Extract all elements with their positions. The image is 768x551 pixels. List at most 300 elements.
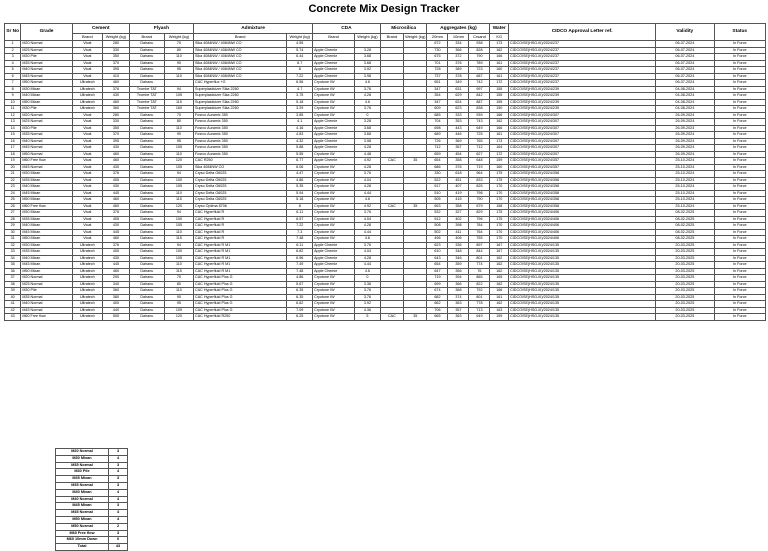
table-cell: 29: [5, 223, 21, 230]
table-cell: Dahanu: [129, 80, 164, 87]
summary-grade: M50 Normal: [56, 523, 109, 530]
header-grade: Grade: [21, 24, 72, 41]
table-cell: 330: [103, 119, 130, 126]
table-cell: 712: [469, 145, 490, 152]
table-cell: M45 Normal: [21, 145, 72, 152]
table-cell: CIDCO/SE(HSG-III)/2024/135: [509, 262, 656, 269]
table-cell: CIDCO/SE(HSG-III)/2024/406: [509, 210, 656, 217]
table-cell: 25-10-2024: [656, 164, 714, 171]
table-cell: 415: [448, 197, 469, 204]
table-cell: 665: [427, 314, 448, 321]
table-cell: Dahanu: [129, 223, 164, 230]
table-cell: 5: [5, 67, 21, 74]
table-cell: Dahanu: [129, 145, 164, 152]
table-cell: 115: [164, 99, 193, 106]
table-cell: 784: [469, 223, 490, 230]
table-cell: 7: [5, 80, 21, 87]
table-cell: 374: [448, 294, 469, 301]
table-cell: 372: [448, 54, 469, 61]
table-cell: M25 Normal: [21, 281, 72, 288]
table-cell: 94: [164, 171, 193, 178]
summary-row: [56, 489, 128, 496]
subheader-cda-weight: Weight (kg): [355, 34, 381, 41]
table-cell: CAC Hyperfluid Plus G: [194, 307, 287, 314]
table-cell: 376: [448, 164, 469, 171]
table-cell: 822: [469, 281, 490, 288]
table-cell: 610: [427, 249, 448, 256]
table-cell: 94: [164, 242, 193, 249]
table-cell: 522: [427, 177, 448, 184]
table-cell: In Force: [714, 236, 766, 243]
table-cell: 160: [490, 67, 509, 74]
summary-row: [56, 476, 128, 483]
table-cell: Dahanu: [129, 307, 164, 314]
table-cell: 120: [164, 158, 193, 165]
table-cell: In Force: [714, 41, 766, 48]
table-cell: Vicat: [72, 229, 102, 236]
header-cement: Cement: [72, 24, 129, 34]
table-cell: CAC Hyperflux +G: [194, 80, 287, 87]
table-cell: 6.57: [287, 216, 313, 223]
table-cell: Cryotone IW: [313, 229, 355, 236]
table-cell: 363: [448, 301, 469, 308]
table-cell: Vicat: [72, 223, 102, 230]
table-cell: Ultratech: [72, 288, 102, 295]
table-cell: Dahanu: [129, 236, 164, 243]
table-cell: Superplasticizer Sika 2260: [194, 106, 287, 113]
table-cell: 430: [103, 255, 130, 262]
table-cell: Cryotone IW: [313, 294, 355, 301]
summary-grade: M60 10mm Down: [56, 537, 109, 544]
table-cell: M50 Mixan: [21, 99, 72, 106]
table-cell: 405: [103, 177, 130, 184]
table-cell: 430: [103, 184, 130, 191]
subheader-flyash-brand: Brand: [129, 34, 164, 41]
table-cell: 95: [164, 67, 193, 74]
table-cell: 162: [490, 47, 509, 54]
summary-count: 4: [109, 469, 128, 476]
table-cell: 6.35: [287, 294, 313, 301]
table-cell: 346: [448, 255, 469, 262]
table-cell: In Force: [714, 197, 766, 204]
table-cell: Dahanu: [129, 281, 164, 288]
table-cell: 505: [103, 314, 130, 321]
table-cell: 06-07-2024: [656, 41, 714, 48]
table-cell: 3.76: [355, 294, 381, 301]
table-cell: Cryso Optima 8706: [194, 203, 287, 210]
table-cell: Dahanu: [129, 203, 164, 210]
table-cell: 336: [448, 242, 469, 249]
table-cell: 623: [427, 242, 448, 249]
subheader-20mm: 20mm: [427, 34, 448, 41]
table-cell: In Force: [714, 223, 766, 230]
table-cell: CIDCO/SE(HSG-III)/2024/358: [509, 184, 656, 191]
table-cell: 3.92: [355, 301, 381, 308]
table-cell: 699: [427, 281, 448, 288]
table-cell: Cryotone IW: [313, 99, 355, 106]
table-cell: M40 Mixan: [21, 223, 72, 230]
table-cell: 4.44: [355, 190, 381, 197]
table-cell: CIDCO/SE(HSG-III)/2024/135: [509, 242, 656, 249]
table-cell: 30: [5, 229, 21, 236]
table-cell: 08-02-2025: [656, 210, 714, 217]
table-cell: CAC Hyperfluid R M1: [194, 249, 287, 256]
table-cell: 161: [490, 132, 509, 139]
table-cell: In Force: [714, 190, 766, 197]
table-cell: CAC Hyperfluid Plus G: [194, 301, 287, 308]
table-cell: Dahanu: [129, 275, 164, 282]
table-cell: 686: [427, 164, 448, 171]
summary-grade: M45 Normal: [56, 510, 109, 517]
table-cell: 349: [448, 80, 469, 87]
table-cell: 3.76: [355, 171, 381, 178]
table-cell: 460: [103, 80, 130, 87]
table-cell: CIDCO/SE(HSG-III)/2024/237: [509, 80, 656, 87]
table-cell: 06-07-2024: [656, 54, 714, 61]
header-approval-letter: CIDCO Approval Letter ref.: [509, 24, 656, 41]
page-title: Concrete Mix Design Tracker: [308, 3, 460, 15]
table-cell: 7.3: [287, 229, 313, 236]
table-cell: 04-08-2024: [656, 93, 714, 100]
table-cell: CIDCO/SE(HSG-III)/2024/307: [509, 151, 656, 158]
table-cell: 4.44: [355, 229, 381, 236]
table-cell: Trombe TAT: [129, 106, 164, 113]
table-cell: 6.56: [287, 80, 313, 87]
table-cell: 170: [490, 197, 509, 204]
table-cell: 20-03-2025: [656, 281, 714, 288]
table-cell: 08-02-2025: [656, 229, 714, 236]
summary-count: 3: [109, 503, 128, 510]
header-water: Water: [490, 24, 509, 34]
table-cell: 649: [469, 314, 490, 321]
table-cell: 347: [427, 99, 448, 106]
table-cell: Vicat: [72, 216, 102, 223]
table-cell: CIDCO/SE(HSG-III)/2024/406: [509, 216, 656, 223]
table-cell: CIDCO/SE(HSG-III)/2024/135: [509, 301, 656, 308]
table-cell: 35: [404, 314, 427, 321]
table-cell: 06-07-2024: [656, 73, 714, 80]
table-cell: 14: [5, 125, 21, 132]
table-cell: 90: [164, 132, 193, 139]
table-cell: Vicat: [72, 132, 102, 139]
table-cell: CAC Hyperfluid R M1: [194, 268, 287, 275]
table-cell: 7.48: [287, 236, 313, 243]
table-cell: Cryotone IW: [313, 236, 355, 243]
table-cell: M40 Mixan: [21, 93, 72, 100]
table-cell: Cryotone IW: [313, 184, 355, 191]
table-cell: 755: [469, 236, 490, 243]
summary-grade: M40 Normal: [56, 496, 109, 503]
table-cell: 4.1: [287, 119, 313, 126]
summary-grade: Total: [56, 544, 109, 551]
table-cell: 7.48: [287, 268, 313, 275]
table-cell: In Force: [714, 60, 766, 67]
table-cell: 170: [490, 229, 509, 236]
table-cell: 40: [5, 294, 21, 301]
table-cell: 94: [164, 86, 193, 93]
table-cell: Cryotone IW: [313, 106, 355, 113]
table-cell: 4.36: [355, 307, 381, 314]
table-cell: 3.76: [355, 242, 381, 249]
table-cell: 801: [469, 255, 490, 262]
table-row: [5, 314, 766, 321]
table-cell: M25 Normal: [21, 47, 72, 54]
table-cell: 713: [469, 307, 490, 314]
table-cell: Dahanu: [129, 67, 164, 74]
table-cell: 460: [103, 197, 130, 204]
table-cell: 159: [490, 158, 509, 165]
table-cell: 20-03-2025: [656, 301, 714, 308]
table-cell: CIDCO/SE(HSG-III)/2024/358: [509, 203, 656, 210]
table-cell: In Force: [714, 184, 766, 191]
table-cell: CAC: [380, 203, 403, 210]
table-cell: 5.18: [287, 99, 313, 106]
table-cell: 376: [103, 242, 130, 249]
table-cell: CIDCO/SE(HSG-III)/2024/135: [509, 294, 656, 301]
table-cell: 18: [5, 151, 21, 158]
table-cell: 31: [5, 236, 21, 243]
table-cell: 162: [490, 301, 509, 308]
table-cell: CAC Hyperfluid R M1: [194, 262, 287, 269]
table-cell: 165: [490, 275, 509, 282]
table-cell: Trombe TAT: [129, 99, 164, 106]
table-cell: 0: [355, 275, 381, 282]
table-cell: 430: [103, 93, 130, 100]
table-cell: M40 Mixan: [21, 255, 72, 262]
table-cell: 110: [164, 288, 193, 295]
table-cell: 4.28: [355, 223, 381, 230]
table-cell: 3.76: [355, 106, 381, 113]
table-cell: Dahanu: [129, 216, 164, 223]
table-cell: 440: [103, 307, 130, 314]
subheader-cement-weight: Weight (kg): [103, 34, 130, 41]
table-cell: In Force: [714, 288, 766, 295]
table-cell: 6.77: [287, 158, 313, 165]
table-cell: CAC Hyperfluid R: [194, 229, 287, 236]
table-cell: 358: [448, 158, 469, 165]
table-cell: 407: [448, 184, 469, 191]
summary-count: 4: [109, 489, 128, 496]
table-cell: Ultratech: [72, 301, 102, 308]
table-cell: 162: [490, 255, 509, 262]
table-cell: In Force: [714, 132, 766, 139]
table-cell: 443: [448, 125, 469, 132]
table-cell: Vicat: [72, 145, 102, 152]
table-cell: Vicat: [72, 158, 102, 165]
summary-grade: M30 Mixan: [56, 455, 109, 462]
table-cell: 354: [427, 93, 448, 100]
table-cell: Vicat: [72, 54, 102, 61]
table-cell: 160: [490, 164, 509, 171]
table-cell: Dahanu: [129, 190, 164, 197]
table-cell: Dahanu: [129, 184, 164, 191]
table-cell: 6.96: [287, 255, 313, 262]
table-cell: CIDCO/SE(HSG-III)/2024/237: [509, 73, 656, 80]
table-cell: 627: [469, 151, 490, 158]
table-cell: CIDCO/SE(HSG-III)/2024/237: [509, 60, 656, 67]
table-cell: 26: [5, 203, 21, 210]
table-cell: 378: [448, 73, 469, 80]
table-cell: 737: [427, 73, 448, 80]
table-cell: CIDCO/SE(HSG-III)/2024/307: [509, 132, 656, 139]
table-cell: 454: [448, 151, 469, 158]
table-cell: 508: [427, 223, 448, 230]
table-cell: 842: [469, 93, 490, 100]
table-cell: Cryotone IW: [313, 314, 355, 321]
table-cell: 37: [5, 275, 21, 282]
table-cell: 105: [164, 223, 193, 230]
table-cell: 728: [427, 67, 448, 74]
table-cell: Dahanu: [129, 132, 164, 139]
table-cell: 155: [490, 86, 509, 93]
table-cell: 120: [164, 203, 193, 210]
table-cell: 4.28: [355, 184, 381, 191]
table-cell: 662: [427, 301, 448, 308]
table-cell: 394: [448, 275, 469, 282]
table-cell: Dahanu: [129, 177, 164, 184]
table-cell: 94: [164, 210, 193, 217]
summary-row: [56, 462, 128, 469]
summary-count: 43: [109, 544, 128, 551]
table-cell: 4.32: [287, 138, 313, 145]
table-cell: CAC: [380, 158, 403, 165]
table-cell: In Force: [714, 268, 766, 275]
table-cell: 161: [490, 73, 509, 80]
table-cell: CIDCO/SE(HSG-III)/2024/135: [509, 281, 656, 288]
table-cell: Ultratech: [72, 307, 102, 314]
table-cell: 04-08-2024: [656, 99, 714, 106]
table-cell: Superplasticizer Sika 2260: [194, 99, 287, 106]
table-cell: Trombe TAT: [129, 93, 164, 100]
table-cell: 445: [103, 229, 130, 236]
table-cell: Apple Chemie: [313, 138, 355, 145]
table-cell: Cryotone IW: [313, 197, 355, 204]
header-validity: Validity: [656, 24, 714, 41]
table-cell: Vicat: [72, 210, 102, 217]
table-cell: 405: [103, 249, 130, 256]
table-cell: In Force: [714, 177, 766, 184]
table-cell: 6.62: [287, 301, 313, 308]
table-cell: CAC Hyperfluid R: [194, 223, 287, 230]
table-cell: Apple Chemie: [313, 268, 355, 275]
grade-summary-rows: [56, 449, 128, 551]
table-cell: Apple Chemie: [313, 60, 355, 67]
table-cell: 4.6: [355, 80, 381, 87]
table-cell: 395: [103, 67, 130, 74]
table-cell: 27: [5, 210, 21, 217]
table-cell: 8: [287, 203, 313, 210]
table-cell: Ultratech: [72, 93, 102, 100]
table-cell: M20 Normal: [21, 112, 72, 119]
header-sr-no: Sr No: [5, 24, 21, 41]
table-cell: 15: [5, 132, 21, 139]
table-cell: 363: [448, 314, 469, 321]
table-cell: 170: [490, 223, 509, 230]
table-cell: 3.29: [287, 106, 313, 113]
table-cell: 34: [5, 255, 21, 262]
table-cell: M60 Free flow: [21, 158, 72, 165]
table-cell: 3.68: [355, 132, 381, 139]
table-cell: 376: [448, 60, 469, 67]
summary-count: 4: [109, 455, 128, 462]
table-cell: CIDCO/SE(HSG-III)/2024/135: [509, 314, 656, 321]
table-cell: 4.55: [287, 41, 313, 48]
table-cell: 654: [427, 158, 448, 165]
table-cell: 4.7: [287, 86, 313, 93]
table-cell: CAC R250: [194, 158, 287, 165]
table-cell: Cryotone IW: [313, 288, 355, 295]
table-cell: 327: [448, 210, 469, 217]
table-cell: 35: [5, 262, 21, 269]
table-cell: 400: [103, 301, 130, 308]
table-cell: 167: [490, 249, 509, 256]
table-cell: 706: [427, 307, 448, 314]
table-cell: Vicat: [72, 151, 102, 158]
summary-count: 0: [109, 537, 128, 544]
table-cell: CAC Hyperfluid R250: [194, 314, 287, 321]
table-cell: M50 Mixan: [21, 236, 72, 243]
table-cell: 80: [164, 281, 193, 288]
table-cell: In Force: [714, 314, 766, 321]
table-cell: 150: [490, 106, 509, 113]
table-cell: 743: [469, 119, 490, 126]
table-cell: 105: [164, 164, 193, 171]
table-cell: 402: [448, 216, 469, 223]
table-cell: 3.76: [355, 86, 381, 93]
table-cell: In Force: [714, 216, 766, 223]
table-cell: 175: [490, 216, 509, 223]
table-cell: 38: [5, 281, 21, 288]
summary-row: [56, 482, 128, 489]
table-cell: 4.6: [355, 268, 381, 275]
table-cell: Ultratech: [72, 99, 102, 106]
table-cell: 3.98: [355, 73, 381, 80]
table-cell: CIDCO/SE(HSG-III)/2024/237: [509, 41, 656, 48]
table-cell: 376: [103, 210, 130, 217]
table-cell: 110: [164, 262, 193, 269]
table-cell: 4.28: [355, 145, 381, 152]
table-cell: In Force: [714, 86, 766, 93]
table-cell: 798: [469, 190, 490, 197]
table-cell: Dahanu: [129, 229, 164, 236]
table-cell: 7.49: [287, 262, 313, 269]
table-cell: 698: [427, 125, 448, 132]
table-cell: 3.68: [355, 60, 381, 67]
table-cell: 25-10-2024: [656, 197, 714, 204]
table-cell: CIDCO/SE(HSG-III)/2024/239: [509, 86, 656, 93]
table-cell: M45 Mixan: [21, 190, 72, 197]
table-cell: 4.6: [355, 197, 381, 204]
table-cell: 405: [103, 216, 130, 223]
table-cell: In Force: [714, 229, 766, 236]
table-cell: M35 Mixan: [21, 177, 72, 184]
table-cell: Ultratech: [72, 106, 102, 113]
table-cell: 25-10-2024: [656, 190, 714, 197]
table-cell: 6.44: [287, 54, 313, 61]
table-cell: 06-07-2024: [656, 47, 714, 54]
table-cell: Dahanu: [129, 73, 164, 80]
table-cell: 155: [490, 99, 509, 106]
summary-grade: M30 Pile: [56, 469, 109, 476]
summary-grade: M20 Normal: [56, 449, 109, 456]
table-cell: 764: [469, 229, 490, 236]
table-cell: Cryotone IW: [313, 307, 355, 314]
table-cell: 5.35: [287, 184, 313, 191]
table-cell: Ultratech: [72, 275, 102, 282]
table-cell: Vicat: [72, 164, 102, 171]
table-cell: 649: [469, 125, 490, 132]
table-cell: In Force: [714, 210, 766, 217]
